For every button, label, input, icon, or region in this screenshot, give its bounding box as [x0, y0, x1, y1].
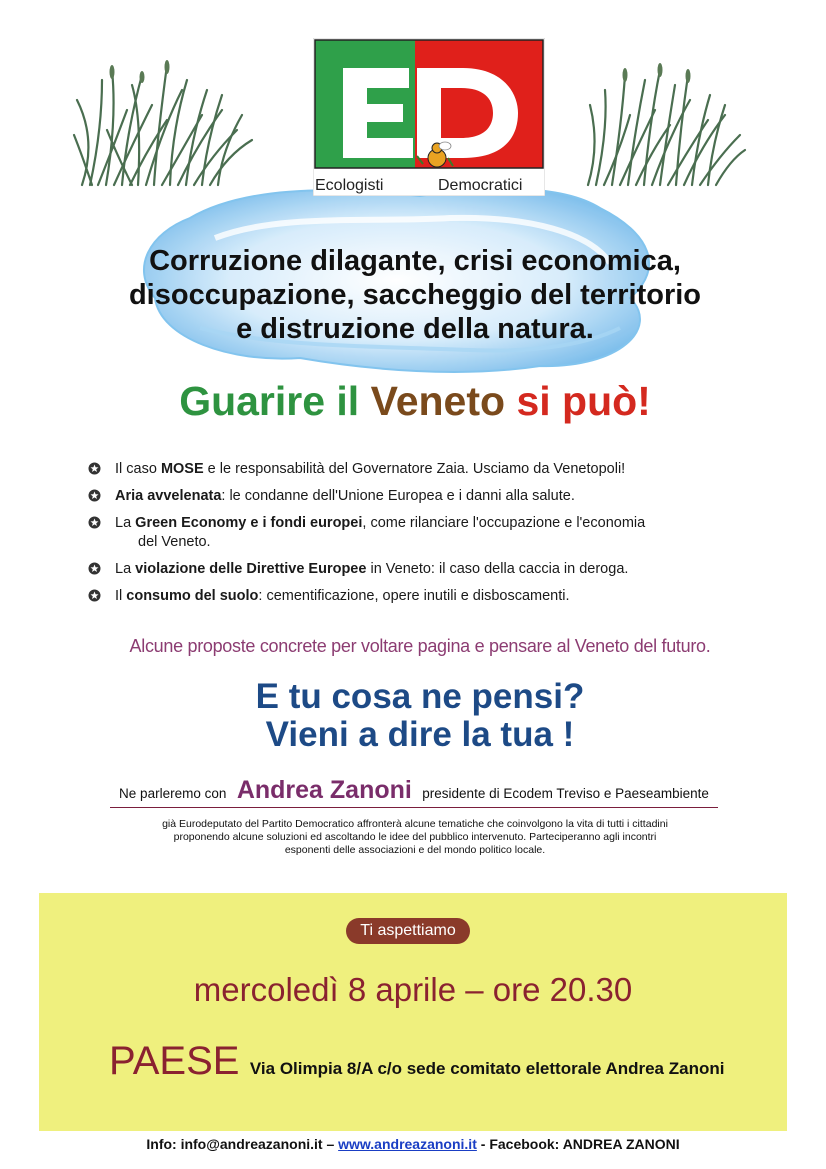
- event-datetime: mercoledì 8 aprile – ore 20.30: [193, 971, 633, 1008]
- item-bold: violazione delle Direttive Europee: [135, 561, 367, 577]
- question-line-2: Vieni a dire la tua !: [265, 715, 575, 754]
- footer-info: Info: info@andreazanoni.it –: [146, 1136, 335, 1152]
- bio-line-1: già Eurodeputato del Partito Democratico affronterà alcune tematiche che coinvolgono la vita di tutti i cittadini: [162, 818, 668, 830]
- item-text: e le responsabilità del Governatore Zaia. Usciamo da Venetopoli!: [203, 461, 626, 477]
- star-bullet-icon: [88, 589, 101, 602]
- bio-line-3: esponenti delle associazioni e del mondo politico locale.: [284, 844, 546, 856]
- event-address: Via Olimpia 8/A c/o sede comitato elettorale Andrea Zanoni: [249, 1059, 725, 1078]
- item-text: La: [115, 561, 136, 577]
- list-item: [88, 487, 748, 506]
- slogan: [40, 377, 790, 425]
- footer-contacts: [0, 1136, 826, 1152]
- item-text: Il: [115, 588, 127, 604]
- website-link[interactable]: www.andreazanoni.it: [338, 1136, 477, 1152]
- call-to-action: [80, 678, 760, 754]
- item-text: : cementificazione, opere inutili e disboscamenti.: [258, 588, 570, 604]
- item-text: Il caso: [115, 461, 161, 477]
- speaker-line: [110, 776, 718, 808]
- grass-illustration-right: [580, 60, 750, 190]
- slogan-part-3: si può!: [516, 378, 651, 424]
- speaker-bio: [120, 818, 710, 857]
- headline-line-2: disoccupazione, saccheggio del territorio: [128, 279, 702, 311]
- list-item: [88, 560, 748, 579]
- topic-list: [88, 460, 748, 614]
- welcome-badge: Ti aspettiamo: [346, 918, 470, 944]
- item-bold: Green Economy e i fondi europei: [135, 515, 363, 531]
- event-panel: [39, 893, 787, 1131]
- proposals-line: Alcune proposte concrete per voltare pagina e pensare al Veneto del futuro.: [129, 636, 711, 656]
- item-bold: consumo del suolo: [126, 588, 259, 604]
- event-venue: [109, 1039, 724, 1084]
- slogan-part-2: Veneto: [370, 378, 517, 424]
- item-text: , come rilanciare l'occupazione e l'economia: [362, 515, 646, 531]
- slogan-part-1: Guarire il: [179, 378, 371, 424]
- speaker-intro: Ne parleremo con: [119, 786, 227, 801]
- speaker-name: Andrea Zanoni: [236, 776, 412, 804]
- star-bullet-icon: [88, 516, 101, 529]
- ecologisti-democratici-logo: [313, 38, 545, 196]
- item-text: : le condanne dell'Unione Europea e i danni alla salute.: [221, 488, 575, 504]
- star-bullet-icon: [88, 462, 101, 475]
- logo-mark: [313, 38, 545, 196]
- bio-line-2: proponendo alcune soluzioni ed ascoltando le idee del pubblico intervenuto. Parteciperanno agli incontri: [173, 831, 657, 843]
- list-item: [88, 460, 748, 479]
- item-bold: MOSE: [160, 461, 204, 477]
- item-continuation: del Veneto.: [138, 534, 211, 550]
- question-line-1: E tu cosa ne pensi?: [255, 677, 585, 716]
- item-text: in Veneto: il caso della caccia in deroga.: [366, 561, 629, 577]
- headline-line-3: e distruzione della natura.: [236, 313, 594, 345]
- item-text: La: [115, 515, 136, 531]
- list-item: [88, 514, 748, 552]
- list-item: [88, 587, 748, 606]
- logo-caption-left: Ecologisti: [315, 177, 384, 194]
- star-bullet-icon: [88, 562, 101, 575]
- item-bold: Aria avvelenata: [115, 488, 222, 504]
- headline: [60, 244, 770, 346]
- logo-caption-right: Democratici: [438, 177, 523, 194]
- grass-illustration-left: [72, 60, 262, 190]
- speaker-role: presidente di Ecodem Treviso e Paeseambiente: [422, 786, 709, 801]
- footer-facebook: - Facebook: ANDREA ZANONI: [480, 1136, 680, 1152]
- event-city: PAESE: [109, 1039, 240, 1083]
- headline-line-1: Corruzione dilagante, crisi economica,: [149, 245, 681, 277]
- star-bullet-icon: [88, 489, 101, 502]
